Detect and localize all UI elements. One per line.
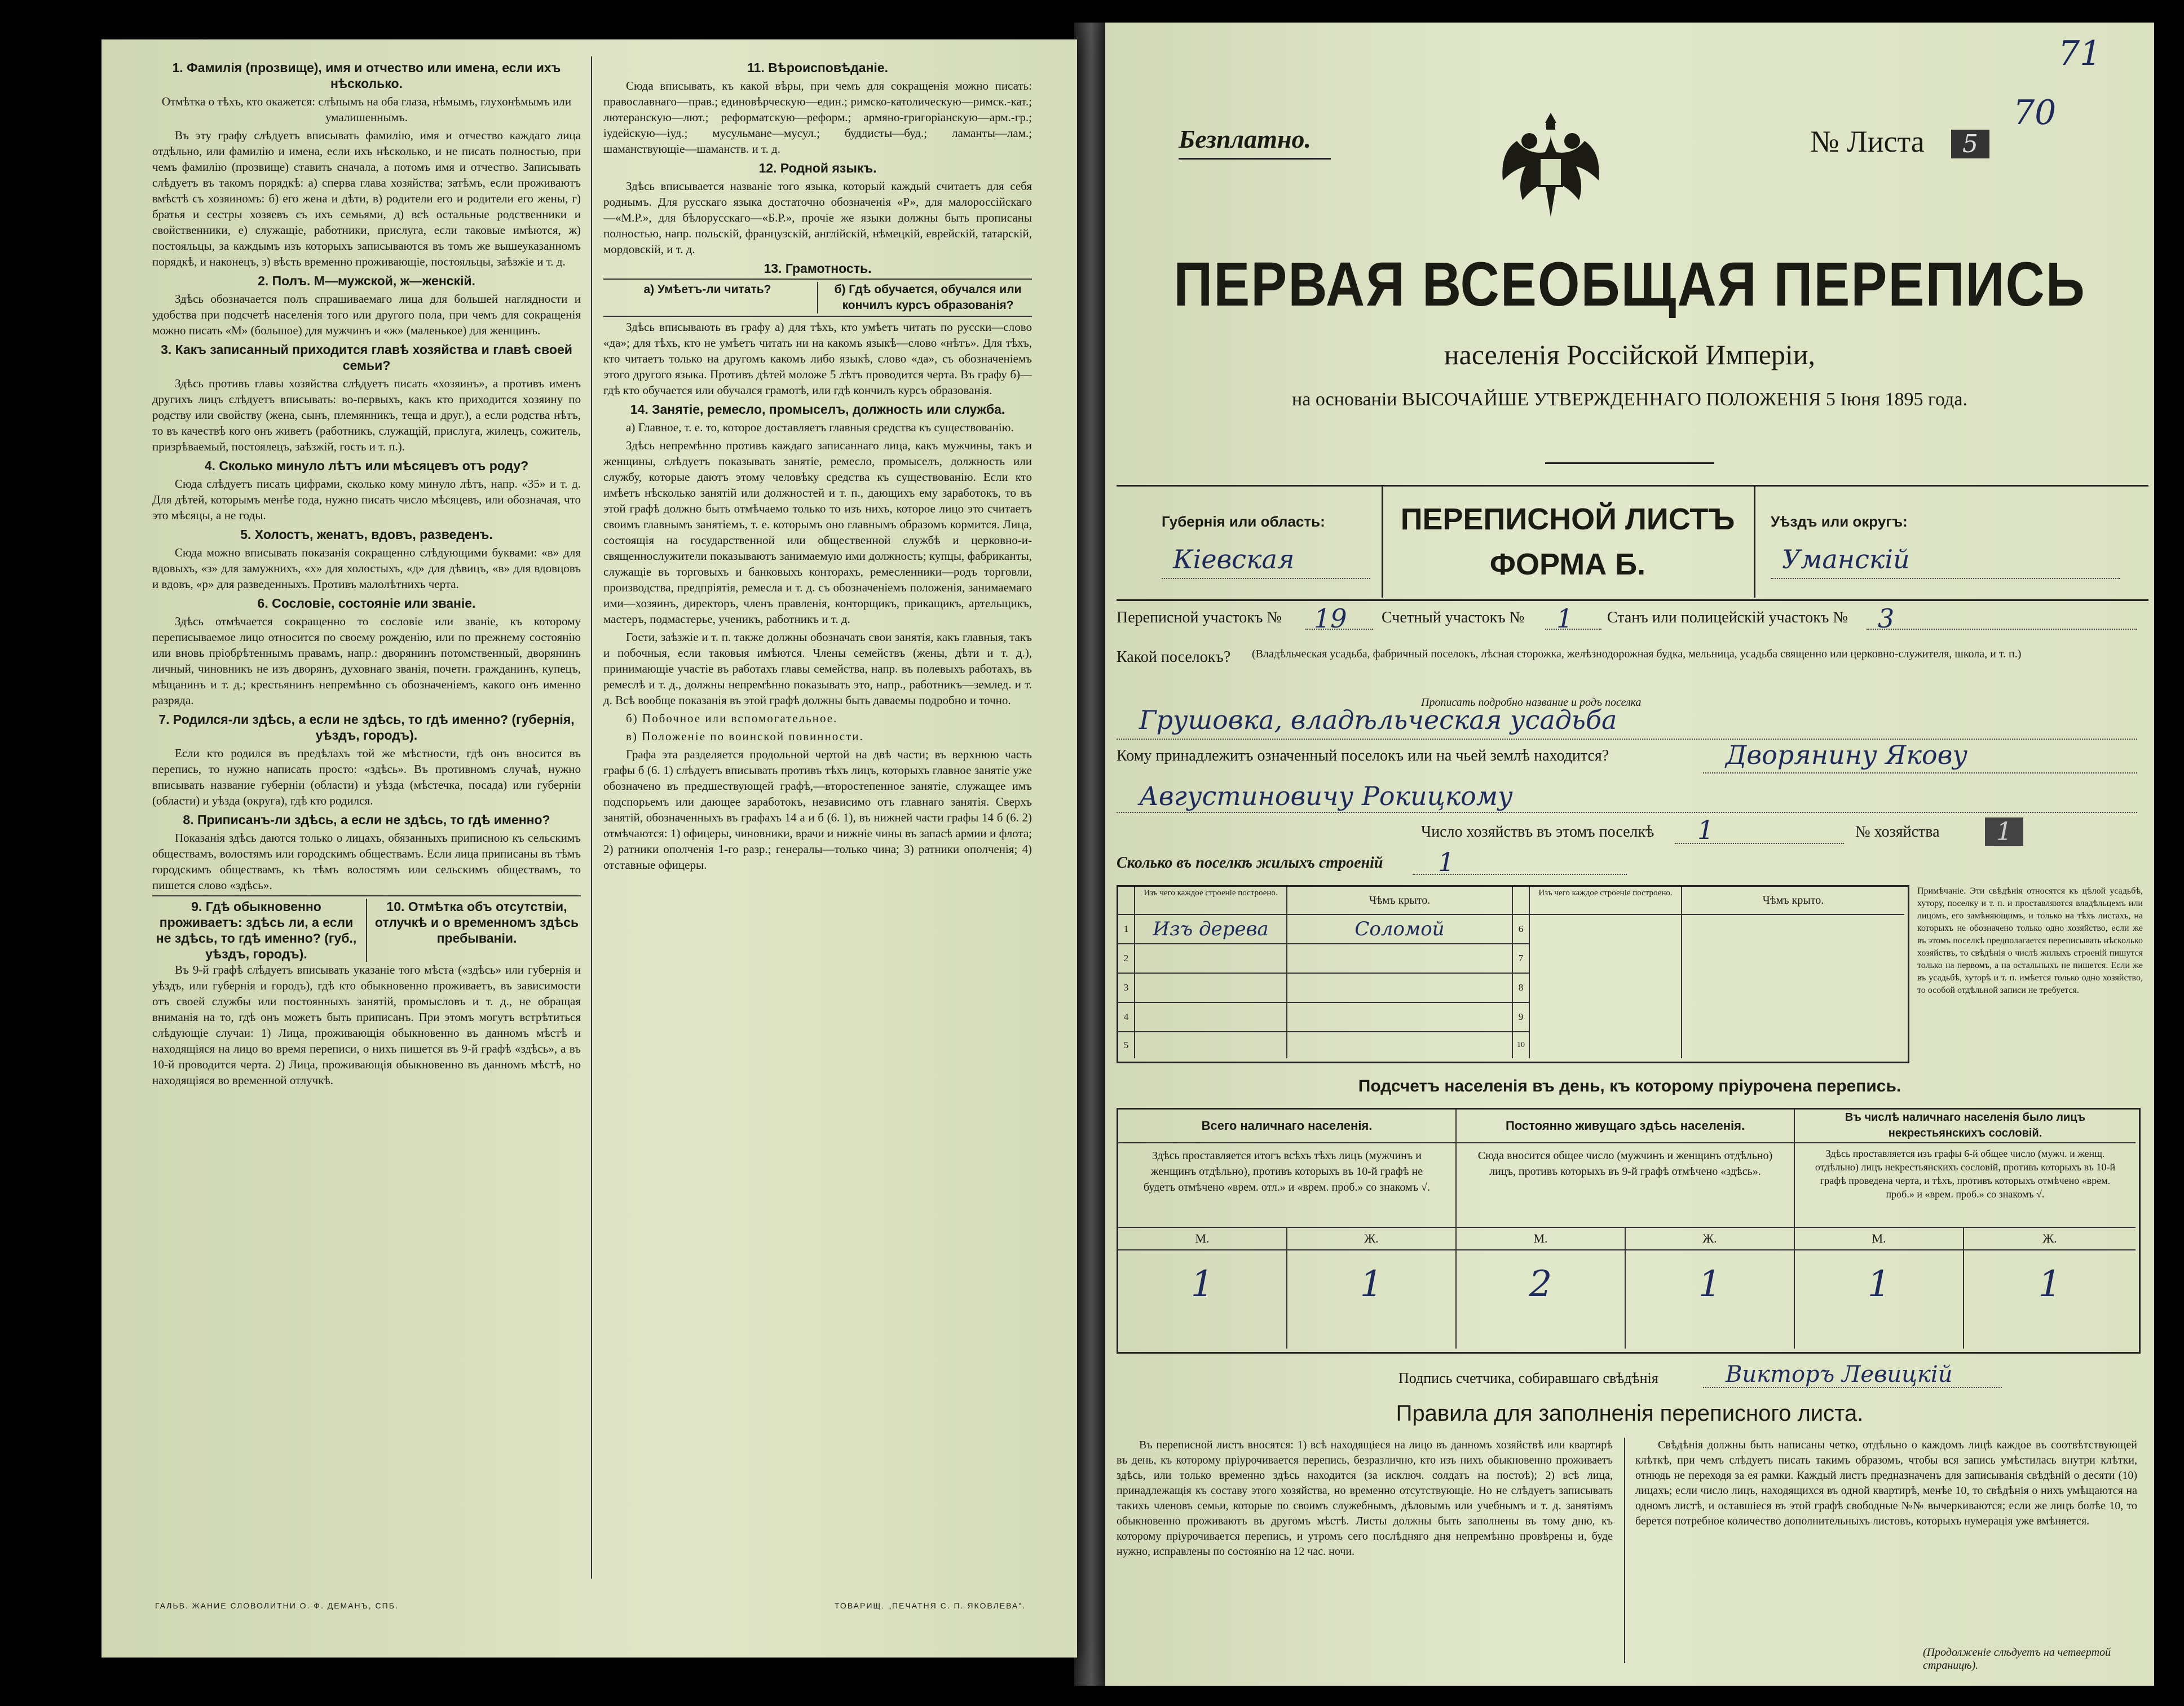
instructions-column-1 (152, 56, 581, 1579)
section-2-text: Здѣсь обозначается полъ спрашиваемаго лица для большей наглядности и удобства при подсчетѣ населенія того или другого пола, при чемъ для сокращенія можно писать «М» (большое) для мужчинъ и «ж» (маленькое) для женщинъ. (152, 292, 581, 337)
buildings-table (1117, 885, 1909, 1063)
section-3-text: Здѣсь противъ главы хозяйства слѣдуетъ писать «хозяинъ», а противъ именъ другихъ лицъ слѣдуетъ вписывать: во-первыхъ, какъ кто приходится хозяину по родству или свойству (жена, сынъ, племянникъ, теща и друг.), а если родства нѣтъ, то въ качествѣ кого онъ живетъ (работникъ, служащій, прислуга, жилецъ, сожитель, призрѣваемый, постоялецъ, заѣзжій, гость и т. п.). (152, 377, 581, 453)
count-header-permanent: Постоянно живущаго здѣсь населенія. (1457, 1110, 1795, 1143)
section-2-title: 2. Полъ. М—мужской, ж—женскій. (258, 273, 475, 288)
section-14-text: Здѣсь непремѣнно противъ каждаго записаннаго лица, какъ мужчины, такъ и женщины, слѣдуетъ показывать занятіе, ремесло, промыселъ, должность или службу, которые даютъ этому человѣку средства къ существованію. Если кто имѣетъ нѣсколько занятій или должностей и т. п., дающихъ ему заработокъ, то въ этой графѣ должно быть отмѣчаемо только то изъ нихъ, которое лицо это считаетъ своимъ главнымъ занятіемъ, т. е. которымъ оно главнымъ образомъ кормится. Лица, состоящія на государственной или общественной службѣ и церковно-и-священнослужители показываютъ занимаемую ими должность; купцы, фабриканты, служащіе въ торговыхъ и банковыхъ конторахъ, ремесленники—родъ торговли, производства, предпріятія, ремесла и т. д. съ обозначеніемъ положенія, занимаемаго ими—хозяинъ, директоръ, членъ правленія, конторщикъ, прикащикъ, артельщикъ, мастеръ, подмастерье, ученикъ, работникъ и т. д. (603, 439, 1032, 626)
section-4-text: Сюда слѣдуетъ писать цифрами, сколько кому минуло лѣтъ, напр. «35» и т. д. Для дѣтей, которымъ менѣе года, нужно писать число мѣсяцевъ, или обозначая, что это мѣсяцы, а не годы. (152, 477, 581, 522)
buildings-row-number: 2 (1118, 944, 1135, 974)
section-13-title: 13. Грамотность. (764, 261, 872, 276)
count-total-female: 1 (1287, 1250, 1457, 1349)
section-10-title: 10. Отмѣтка объ отсутствіи, отлучкѣ и о временномъ здѣсь пребываніи. (374, 899, 579, 945)
section-1-title: 1. Фамилія (прозвище), имя и отчество или имена, если ихъ нѣсколько. (172, 60, 561, 91)
section-7-text: Если кто родился въ предѣлахъ той же мѣстности, гдѣ онъ вносится въ перепись, то нужно написать просто: «здѣсь». Въ противномъ случаѣ, нужно вписывать название губерніи (области) и уѣзда (мѣстечка, посада) или губерніи (области) и уѣзда (округа), гдѣ кто родился. (152, 746, 581, 807)
household-number-value: 1 (1985, 817, 2023, 846)
count-header-non-peasant: Въ числѣ наличнаго населенія было лицъ некрестьянскихъ сословій. (1795, 1110, 2136, 1143)
gubernia-line (1162, 578, 1370, 579)
rules-column-1 (1117, 1438, 1613, 1663)
section-13a-title: а) Умѣетъ-ли читать? (643, 283, 771, 296)
uezd-value: Уманскій (1782, 544, 1910, 574)
sheet-title: ПЕРЕПИСНОЙ ЛИСТЪ (1400, 502, 1735, 536)
owner-line-2 (1117, 812, 2137, 813)
household-number-label: № хозяйства (1855, 823, 1940, 841)
gubernia-label: Губернія или область: (1162, 513, 1325, 530)
buildings-row-number: 5 (1118, 1032, 1135, 1058)
section-8-text: Показанія здѣсь даются только о лицахъ, обязанныхъ приписною къ сельскимъ обществамъ, волостямъ или городскимъ обществамъ. Если лица приписаны въ тѣмъ городскимъ обществамъ, къ тѣмъ волостямъ или сельскимъ обществамъ, то пишется слово «здѣсь». (152, 831, 581, 892)
archive-number-top: 71 (2058, 34, 2102, 73)
section-7-title: 7. Родился-ли здѣсь, а если не здѣсь, то гдѣ именно? (губернія, уѣздъ, городъ). (158, 712, 575, 742)
count-description-total: Здѣсь проставляется итогъ всѣхъ тѣхъ лицъ (мужчинъ и женщинъ отдѣльно), противъ которыхъ въ 10-й графѣ не будетъ отмѣчено «врем. отл.» и «врем. проб.» со знакомъ √. (1118, 1143, 1457, 1228)
buildings-row-number: 3 (1118, 974, 1135, 1003)
count-female-header: Ж. (1964, 1228, 2136, 1250)
rules-text-2: Свѣдѣнія должны быть написаны четко, отдѣльно о каждомъ лицѣ каждое въ соотвѣтствующей клѣткѣ, при чемъ слѣдуетъ писать такимъ образомъ, чтобы вся запись умѣстилась внутри клѣтки, отнюдь не переходя за ея рамки. Каждый листъ предназначенъ для записыванія свѣдѣній о десяти (10) лицахъ; если число лицъ, находящихся въ одной квартирѣ, менѣе 10, то свѣдѣнія о нихъ умѣщаются на одномъ листѣ, и оставшіеся въ этой графѣ свободные №№ вычеркиваются; если же лицъ болѣе 10, то берется потребное количество дополнительныхъ листовъ, которыхъ нумерація уже вмѣняется. (1635, 1439, 2137, 1527)
section-6-title: 6. Сословіе, состояніе или званіе. (257, 596, 476, 611)
census-subtitle: населенія Россійской Имперіи, (1444, 339, 1816, 370)
section-13-text: Здѣсь вписывають въ графу а) для тѣхъ, кто умѣетъ читать по русски—слово «да»; для тѣхъ, кто не умѣетъ читать ни на какомъ языкѣ—слово «нѣтъ». Для тѣхъ, кто читаетъ только на другомъ какомъ либо языкѣ, слово «да», съ обозначеніемъ этого другого языка. Противъ дѣтей моложе 5 лѣтъ проводится черта. Въ графу б)—гдѣ кто обучается или обучался грамотѣ, или гдѣ кончилъ курсъ образованія. (603, 320, 1032, 397)
section-14a-title: а) Главное, т. е. то, которое доставляетъ главныя средства къ существованію. (626, 421, 1014, 434)
buildings-row-number: 10 (1513, 1032, 1530, 1058)
section-11-text: Сюда вписывать, къ какой вѣры, при чемъ для сокращенія можно писать: православнаго—прав.; единовѣрческую—един.; римско-католическую—римск.-кат.; лютеранскую—лют.; реформатскую—реформ.; армяно-григоріанскую—арм.-гр.; іудейскую—іуд.; мусульмане—мусул.; буддисты—буд.; ламанты—лам.; шаманствующіе—шаманств. и т. д. (603, 79, 1032, 156)
settlement-label: Какой поселокъ? (1117, 648, 1231, 666)
section-6-text: Здѣсь отмѣчается сокращенно то сословіе или званіе, къ которому переписываемое лицо относится по своему рожденію, или по прежнему состоянію или вновь пріобрѣтеннымъ правамъ, напр.: дворянинъ потомственный, дворянинъ личный, чиновникъ не изъ дворянъ, духовнаго званія, почетн. гражданинъ, купецъ, мѣщанинъ и т. д.; крестьянинъ непремѣнно съ обозначеніемъ, какого онъ именно разряда. (152, 615, 581, 707)
count-district-label: Счетный участокъ № (1382, 609, 1525, 626)
building-1-roof: Соломой (1287, 915, 1513, 944)
count-non-peasant-female: 1 (2038, 1263, 2062, 1305)
settlement-hint: (Владѣльческая усадьба, фабричный поселокъ, лѣсная сторожка, желѣзнодорожная будка, мельница, усадьба священно или церковно-служителя, школа, и т. п.) (1252, 648, 2022, 660)
title-rule (1545, 462, 1714, 464)
buildings-row-number: 7 (1513, 944, 1530, 974)
instructions-column-2 (603, 56, 1032, 1579)
count-permanent-male: 2 (1457, 1250, 1626, 1349)
building-1-material: Изъ дерева (1135, 915, 1287, 944)
section-5-text: Сюда можно вписывать показанія сокращенно слѣдующими буквами: «в» для вдовыхъ, «з» для замужнихъ, «х» для холостыхъ, «д» для дѣвицъ, «в» для вдовцовъ и вдовъ, «р» для разведенныхъ. Противъ малолѣтнихъ черта. (152, 546, 581, 591)
signature-line (1703, 1387, 2002, 1388)
section-9-title: 9. Гдѣ обыкновенно проживаетъ: здѣсь ли, а если не здѣсь, то гдѣ именно? (губ., уѣздъ, городъ). (156, 899, 357, 961)
owner-value-line-1: Дворянину Якову (1726, 740, 1968, 770)
population-count-title: Подсчетъ населенія въ день, къ которому пріурочена перепись. (1358, 1077, 1901, 1095)
section-14b-title: б) Побочное или вспомогательное. (626, 711, 838, 725)
buildings-header-roof-2: Чѣмъ крыто. (1682, 887, 1904, 915)
census-district-line (1305, 629, 1373, 630)
owner-label: Кому принадлежитъ означенный поселокъ или на чьей землѣ находится? (1117, 747, 1609, 764)
section-12-title: 12. Родной языкъ. (758, 161, 877, 175)
uezd-line (1771, 578, 2120, 579)
archive-number-corrected: 70 (2013, 93, 2057, 132)
enumerator-signature: Викторъ Левицкій (1726, 1362, 1953, 1387)
section-11-title: 11. Вѣроисповѣданіе. (747, 60, 888, 75)
rules-column-2 (1635, 1438, 2137, 1641)
continued-note: (Продолженіе слѣдуетъ на четвертой страницѣ). (1923, 1646, 2111, 1672)
count-permanent-female: 1 (1626, 1250, 1795, 1349)
section-3-title: 3. Какъ записанный приходится главѣ хозяйства и главѣ своей семьи? (161, 342, 572, 373)
households-count-line (1675, 843, 1844, 844)
buildings-row-number: 1 (1118, 915, 1135, 944)
enumerator-signature-label: Подпись счетчика, собиравшаго свѣдѣнія (1398, 1370, 1658, 1386)
buildings-row-number: 4 (1118, 1003, 1135, 1032)
buildings-row-number: 8 (1513, 974, 1530, 1003)
section-8-title: 8. Приписанъ-ли здѣсь, а если не здѣсь, то гдѣ именно? (183, 812, 550, 827)
rules-text-1: Въ переписной листъ вносятся: 1) всѣ находящіеся на лицо въ данномъ хозяйствѣ или квартирѣ въ день, къ которому пріурочивается перепись, безразлично, кто изъ нихъ обыкновенно проживаетъ здѣсь, или только временно здѣсь находится (за исключ. солдатъ на постоѣ); 2) всѣ лица, принадлежащія къ составу этого хозяйства, но временно отсутствующіе. Но не слѣдуетъ записывать такихъ членовъ семьи, которые по своимъ служебнымъ, дѣловымъ или учебнымъ и т. д. занятіямъ обыкновенно проживаютъ въ другомъ мѣстѣ. Листы должны быть заполнены въ тому дню, къ которому пріурочивается перепись, и утромъ сего послѣдняго дня непремѣнно провѣрены и, буде нужно, исправлены по состоянію на 12 час. ночи. (1117, 1439, 1613, 1558)
section-1-text: Въ эту графу слѣдуетъ вписывать фамилію, имя и отчество каждаго лица отдѣльно, или фамилію и имена, если ихъ нѣсколько, и не писать полностью, при чемъ фамилію (прозвище) ставить сначала, а потомъ имя и отчество. Записывать слѣдуетъ въ такомъ порядкѣ: а) сперва глава хозяйства; затѣмъ, если проживаютъ вмѣстѣ съ хозяиномъ: б) его жена и дѣти, в) родители его и родители его жены, г) братья и сестры хозяевъ съ ихъ семьями, д) всѣ остальные родственники и свойственники, е) служащіе, работники, прислуга, если таковые имѣются, ж) постояльцы, за каждымъ изъ которыхъ записываются въ томъ же вышеуказанномъ порядкѣ, и наконецъ, з) вѣсть временно проживающіе, постояльцы, заѣзжіе и т. д. (152, 129, 581, 268)
form-title: ФОРМА Б. (1489, 547, 1646, 581)
buildings-header-material-1: Изъ чего каждое строеніе построено. (1135, 887, 1287, 915)
census-title: ПЕРВАЯ ВСЕОБЩАЯ ПЕРЕПИСЬ (1173, 249, 2086, 319)
count-district-value: 1 (1556, 603, 1573, 634)
census-district-label: Переписной участокъ № (1117, 609, 1282, 626)
section-1-subtitle: Отмѣтка о тѣхъ, кто окажется: слѣпымъ на оба глаза, нѣмымъ, глухонѣмымъ или умалишеннымъ. (161, 95, 572, 124)
sheet-number-value: 5 (1951, 130, 1989, 158)
census-legal-basis: на основаніи ВЫСОЧАЙШЕ УТВЕРЖДЕННАГО ПОЛОЖЕНІЯ 5 Іюня 1895 года. (1292, 389, 1967, 410)
owner-line-1 (1703, 772, 2137, 774)
count-male-header: М. (1795, 1228, 1964, 1250)
count-male-header: М. (1118, 1228, 1287, 1250)
buildings-note: Примѣчаніе. Эти свѣдѣнія относятся къ цѣлой усадьбѣ, хутору, поселку и т. п. и проставляются владѣльцемъ или лицомъ, его замѣняющимъ, и только на тѣхъ листахъ, на которыхъ не обозначено только одно хозяйство, если же въ этомъ поселкѣ предполагается переписывать нѣсколько хозяйствъ, то свѣдѣнія о числѣ жилыхъ строеній пишутся только на первомъ, а на остальныхъ не пишется. Если же въ усадьбѣ, хуторѣ и т. п. имѣется только одно хозяйство, то особой отдѣльной записи не требуется. (1917, 886, 2143, 995)
settlement-hint-2: Прописать подробно название и родъ поселка (1421, 696, 1642, 709)
settlement-value: Грушовка, владѣльческая усадьба (1139, 705, 1617, 735)
buildings-value: 1 (1438, 847, 1455, 877)
section-13b-title: б) Гдѣ обучается, обучался или кончилъ курсъ образованія? (834, 283, 1022, 312)
right-page-census-form (1105, 23, 2154, 1686)
section-14-text-2: Гости, заѣзжіе и т. п. также должны обозначать свои занятія, какъ главныя, такъ и побочныя, если таковыя имѣются. Члены семействъ (жены, дѣти и т. д.), принимающіе участіе въ работахъ главы семейства, напр. въ полевыхъ работахъ, въ ремеслѣ и т. д., должны непремѣнно показывать это, напр., работникъ—землед. и т. д. Всѣ вообще показанія въ этой графѣ должны быть даваемы подробно и точно. (603, 630, 1032, 707)
free-label-underline (1179, 158, 1331, 160)
buildings-header-roof-1: Чѣмъ крыто. (1287, 887, 1513, 915)
census-district-value: 19 (1314, 603, 1347, 634)
count-male-header: М. (1457, 1228, 1626, 1250)
households-count-value: 1 (1697, 815, 1714, 845)
section-14-title: 14. Занятіе, ремесло, промыселъ, должность или служба. (630, 402, 1005, 417)
buildings-row-number: 9 (1513, 1003, 1530, 1032)
printer-note-left: ГАЛЬВ. ЖАНИЕ СЛОВОЛИТНИ О. Ф. ДЕМАНЪ, СПБ. (155, 1601, 399, 1610)
count-non-peasant-male: 1 (1795, 1250, 1964, 1349)
buildings-label: Сколько въ поселкѣ жилыхъ строеній (1117, 854, 1383, 872)
population-count-table (1117, 1108, 2141, 1354)
count-female-header: Ж. (1287, 1228, 1457, 1250)
printer-note-right: ТОВАРИЩ. „ПЕЧАТНЯ С. П. ЯКОВЛЕВА". (835, 1601, 1026, 1610)
households-count-label: Число хозяйствъ въ этомъ поселкѣ (1421, 823, 1654, 841)
count-description-non-peasant: Здѣсь проставляется изъ графы 6-й общее число (мужч. и женщ. отдѣльно) лицъ некрестьянскихъ сословій, противъ которыхъ въ 10-й графѣ проведена черта, и тѣхъ, противъ которыхъ отмѣчено «врем. проб.» и «врем. проб.» со знакомъ √. (1795, 1143, 2136, 1228)
uezd-label: Уѣздъ или округъ: (1771, 513, 1908, 530)
left-page-instructions (102, 39, 1077, 1658)
police-district-line (1867, 629, 2137, 630)
rules-title: Правила для заполненія переписного листа. (1396, 1401, 1864, 1426)
police-district-value: 3 (1878, 603, 1895, 634)
sheet-number-label: № Листа (1810, 125, 1925, 158)
count-description-permanent: Сюда вносится общее число (мужчинъ и женщинъ отдѣльно) лицъ, противъ которыхъ въ 9-й графѣ отмѣчено «здѣсь». (1457, 1143, 1795, 1228)
count-female-header: Ж. (1626, 1228, 1795, 1250)
section-14v-title: в) Положеніе по воинской повинности. (626, 730, 864, 743)
section-14-text-3: Графа эта разделяется продольной чертой на двѣ части; въ верхнюю часть графы б (6. 1) слѣдуетъ вписывать противъ тѣхъ лицъ, которыхъ главное занятіе уже обозначено въ предшествующей графѣ,—второстепенное занятіе, служащее имъ подспорьемъ или дающее заработокъ, независимо отъ главнаго занятія. Сверхъ занятій, обозначенныхъ въ графахъ 14 а и б (6. 1), въ нижней части графы 14 б (6. 2) отмѣчаются: 1) офицеры, чиновники, врачи и нижніе чины въ запасѣ армии и флота; 2) ратники ополченія 1-го разр.; генералы—только чина; 3) ратники ополченія; 4) отставные офицеры. (603, 748, 1032, 872)
header-divider-right (1754, 485, 1755, 598)
count-total-male: 1 (1118, 1250, 1287, 1349)
free-label: Безплатно. (1179, 125, 1311, 153)
column-divider (591, 56, 592, 1579)
count-header-total: Всего наличнаго населенія. (1118, 1110, 1457, 1143)
owner-value-line-2: Августиновичу Рокицкому (1139, 781, 1513, 811)
section-4-title: 4. Сколько минуло лѣтъ или мѣсяцевъ отъ роду? (204, 458, 529, 473)
double-headed-eagle-emblem (1494, 107, 1607, 226)
buildings-header-material-2: Изъ чего каждое строеніе построено. (1530, 887, 1682, 915)
settlement-line (1117, 739, 2137, 740)
section-9-text: Въ 9-й графѣ слѣдуетъ вписывать указаніе того мѣста («здѣсь» или губернія и уѣздъ, или губернія и городъ), гдѣ кто обыкновенно проживаетъ, въ зависимости отъ своей службы или постоянныхъ занятій, промысловъ и т. д., не обращая вниманія на то, гдѣ онъ можетъ быть приписанъ. При этомъ могутъ встрѣтиться слѣдующіе случаи: 1) Лица, проживающія обыкновенно въ данномъ мѣстѣ и находящіяся на лицо во время переписи, о нихъ пишется въ 9-й графѣ «здѣсь», а въ 10-й проводится черта. 2) Лица, проживающія обыкновенно въ данномъ мѣстѣ, но находящіяся во временной отлучкѣ. (152, 963, 581, 1087)
gubernia-value: Кіевская (1173, 544, 1295, 574)
book-gutter (1074, 23, 1108, 1686)
section-5-title: 5. Холостъ, женатъ, вдовъ, разведенъ. (240, 527, 493, 542)
count-district-line (1545, 629, 1601, 630)
rules-divider (1624, 1438, 1625, 1663)
section-12-text: Здѣсь вписывается названіе того языка, который каждый считаетъ для себя роднымъ. Для русскаго языка достаточно обозначенія «Р», для малороссійскаго—«М.Р.», для бѣлорусскаго—«Б.Р.», прочіе же языки должны быть прописаны полностью, напр. польскій, французскій, англійскій, нѣмецкій, еврейскій, татарскій, мордовскій, и т. д. (603, 179, 1032, 256)
buildings-line (1413, 874, 1627, 875)
police-district-label: Станъ или полицейскій участокъ № (1607, 609, 1848, 626)
buildings-row-number: 6 (1513, 915, 1530, 944)
